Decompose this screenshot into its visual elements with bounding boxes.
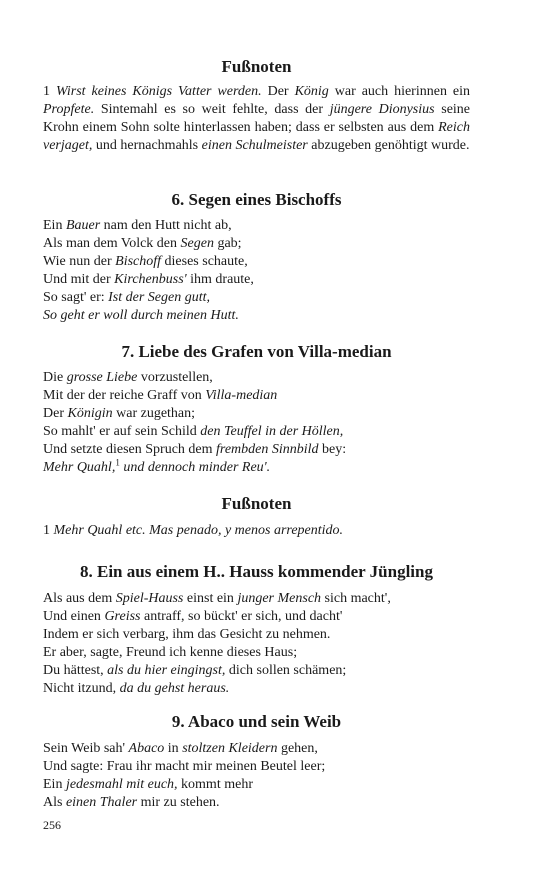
text-run: Und mit der: [43, 272, 115, 287]
verse-line: [43, 405, 470, 423]
page-number: 256: [43, 818, 61, 832]
verse-line: [43, 289, 470, 307]
italic-text: König: [294, 84, 329, 99]
text-run: Sein Weib sah': [43, 741, 129, 756]
text-run: Und setzte diesen Spruch dem: [43, 442, 217, 457]
text-run: antraff, so bückt' er sich, und dacht': [140, 609, 343, 624]
footnote-paragraph: [43, 83, 470, 155]
italic-text: jüngere Dionysius: [329, 102, 435, 117]
italic-text: da du gehst heraus.: [119, 681, 230, 696]
section-9: [43, 712, 470, 812]
italic-text: einen Thaler: [65, 795, 138, 810]
verse-line: [43, 644, 470, 662]
verse-line: [43, 758, 470, 776]
italic-text: und dennoch minder Reu'.: [119, 460, 271, 475]
text-run: gehen,: [277, 741, 318, 756]
text-run: Der: [261, 84, 295, 99]
section-heading: 7. Liebe des Grafen von Villa-median: [121, 342, 392, 361]
verse-line: [43, 387, 470, 405]
text-run: nam den Hutt nicht ab,: [100, 218, 232, 233]
verse-line: [43, 423, 470, 441]
italic-text: So geht er woll durch meinen Hutt.: [43, 308, 239, 323]
footnotes-heading: Fußnoten: [221, 57, 292, 76]
text-run: Und sagte: Frau ihr macht mir meinen Beutel leer;: [43, 759, 326, 774]
italic-text: Wirst keines Königs Vatter werden.: [55, 84, 262, 99]
verse-line: [43, 235, 470, 253]
text-run: 1: [43, 523, 54, 538]
text-run: Der: [43, 406, 68, 421]
italic-text: Bischoff: [115, 254, 162, 269]
section-8: [43, 562, 470, 698]
italic-text: Mehr Quahl,: [43, 460, 116, 475]
text-run: Mit der der reiche Graff von: [43, 388, 206, 403]
italic-text: junger Mensch: [237, 591, 322, 606]
verse-line: [43, 441, 470, 459]
verse-line: [43, 217, 470, 235]
text-run: Ein: [43, 218, 66, 233]
verse-line: [43, 307, 470, 325]
text-run: Und einen: [43, 609, 105, 624]
section-heading: 8. Ein aus einem H.. Hauss kommender Jüngling: [80, 562, 433, 581]
verse-line: [43, 776, 470, 794]
verse-line: [43, 459, 470, 477]
text-run: 1: [43, 84, 56, 99]
text-run: sich macht',: [321, 591, 391, 606]
verse-line: [43, 253, 470, 271]
section-heading: 9. Abaco und sein Weib: [171, 712, 342, 731]
italic-text: Greiss: [104, 609, 141, 624]
italic-text: stoltzen Kleidern: [182, 741, 278, 756]
book-page: [43, 0, 470, 880]
footnote-marker: 1: [115, 457, 120, 468]
footnotes-heading: Fußnoten: [221, 494, 292, 513]
section-7: [43, 342, 470, 477]
italic-text: Villa-median: [205, 388, 278, 403]
verse-line: [43, 369, 470, 387]
verse-line: [43, 608, 470, 626]
italic-text: als du hier eingingst,: [107, 663, 226, 678]
verse-line: [43, 794, 470, 812]
text-run: bey:: [318, 442, 347, 457]
footnotes-block-1: [43, 57, 470, 155]
text-run: Indem er sich verbarg, ihm das Gesicht zu nehmen.: [43, 627, 331, 642]
poem: [43, 740, 470, 812]
section-6: [43, 190, 470, 325]
poem: [43, 590, 470, 698]
text-run: war zugethan;: [112, 406, 196, 421]
text-run: Als aus dem: [43, 591, 116, 606]
italic-text: Königin: [67, 406, 113, 421]
text-run: dieses schaute,: [161, 254, 248, 269]
text-run: So mahlt' er auf sein Schild: [43, 424, 201, 439]
italic-text: Propfete.: [43, 102, 95, 117]
text-run: Ein: [43, 777, 66, 792]
italic-text: jedesmahl mit euch,: [65, 777, 178, 792]
text-run: abzugeben genöhtigt wurde.: [307, 138, 470, 153]
italic-text: einen Schulmeister: [201, 138, 308, 153]
text-run: Als: [43, 795, 66, 810]
text-run: seine Krohn einem Sohn solte hinterlassen haben; dass er selbsten aus dem: [43, 102, 471, 135]
verse-line: [43, 662, 470, 680]
text-run: Die: [43, 370, 67, 385]
text-run: in: [164, 741, 183, 756]
poem: [43, 217, 470, 325]
italic-text: Segen: [180, 236, 214, 251]
text-run: und hernachmahls: [92, 138, 202, 153]
text-run: kommt mehr: [177, 777, 253, 792]
text-run: Als man dem Volck den: [43, 236, 181, 251]
verse-line: [43, 590, 470, 608]
text-run: dich sollen schämen;: [225, 663, 347, 678]
italic-text: Bauer: [65, 218, 101, 233]
verse-line: [43, 271, 470, 289]
italic-text: grosse Liebe: [66, 370, 138, 385]
text-run: Wie nun der: [43, 254, 116, 269]
text-run: Nicht itzund,: [43, 681, 120, 696]
section-heading: 6. Segen eines Bischoffs: [171, 190, 342, 209]
text-run: ihm draute,: [186, 272, 254, 287]
italic-text: Reich verjaget,: [43, 120, 470, 153]
italic-text: den Teuffel in der Höllen,: [200, 424, 344, 439]
text-run: gab;: [213, 236, 242, 251]
text-run: mir zu stehen.: [137, 795, 220, 810]
italic-text: Kirchenbuss': [114, 272, 187, 287]
italic-text: Ist der Segen gutt,: [108, 290, 211, 305]
verse-line: [43, 740, 470, 758]
italic-text: Mehr Quahl etc. Mas penado, y menos arrepentido.: [53, 523, 344, 538]
text-run: Du hättest,: [43, 663, 108, 678]
italic-text: Spiel-Hauss: [115, 591, 184, 606]
text-run: vorzustellen,: [137, 370, 213, 385]
text-run: Er aber, sagte, Freund ich kenne dieses Haus;: [43, 645, 298, 660]
italic-text: frembden Sinnbild: [216, 442, 319, 457]
text-run: war auch hierinnen ein: [328, 84, 471, 99]
footnotes-block-2: [43, 494, 470, 540]
verse-line: [43, 680, 470, 698]
footnote-paragraph: [43, 522, 470, 540]
verse-line: [43, 626, 470, 644]
text-run: So sagt' er:: [43, 290, 109, 305]
text-run: einst ein: [183, 591, 238, 606]
text-run: Sintemahl es so weit fehlte, dass der: [94, 102, 330, 117]
poem: [43, 369, 470, 477]
italic-text: Abaco: [128, 741, 165, 756]
